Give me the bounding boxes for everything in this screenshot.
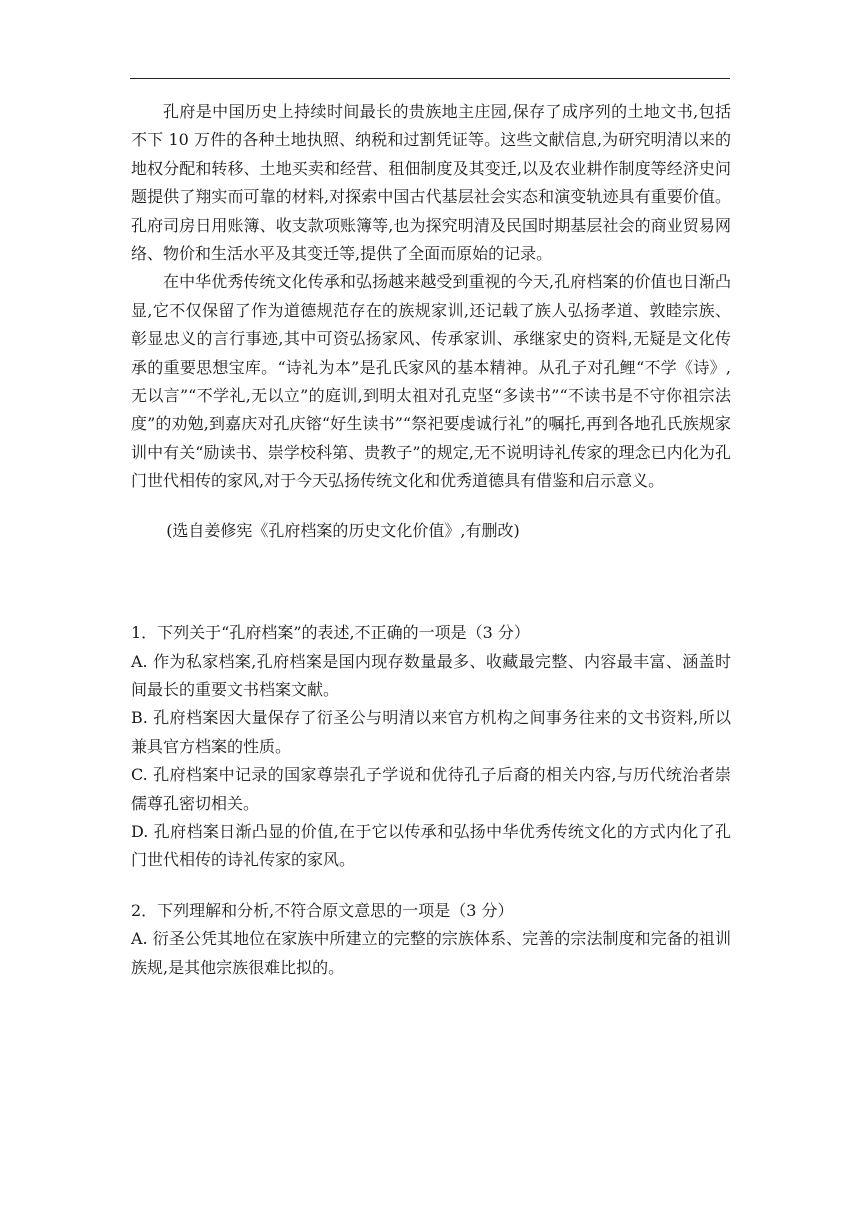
question-stem: 1．下列关于“孔府档案”的表述,不正确的一项是（3 分） (131, 623, 530, 643)
option-a: A. 作为私家档案,孔府档案是国内现存数量最多、收藏最完整、内容最丰富、涵盖时间最长的重要文书档案文献。 (131, 651, 731, 699)
question-2 (131, 897, 731, 982)
question-1 (131, 619, 731, 875)
option-c: C. 孔府档案中记录的国家尊崇孔子学说和优待孔子后裔的相关内容,与历代统治者崇儒尊孔密切相关。 (131, 765, 731, 813)
document-body (131, 98, 731, 982)
passage-paragraph-1: 孔府是中国历史上持续时间最长的贵族地主庄园,保存了成序列的土地文书,包括不下 10 万件的各种土地执照、纳税和过割凭证等。这些文献信息,为研究明清以来的地权分配和转移、土地买卖和经营、租佃制度及其变迁,以及农业耕作制度等经济史问题提供了翔实而可靠的材料,对探索中国古代基层社会实态和演变轨迹具有重要价值。孔府司房日用账簿、收支款项账簿等,也为探究明清及民国时期基层社会的商业贸易网络、物价和生活水平及其变迁等,提供了全面而原始的记录。 (131, 102, 731, 264)
passage-paragraph-2: 在中华优秀传统文化传承和弘扬越来越受到重视的今天,孔府档案的价值也日渐凸显,它不仅保留了作为道德规范存在的族规家训,还记载了族人弘扬孝道、敦睦宗族、彰显忠义的言行事迹,其中可资弘扬家风、传承家训、承继家史的资料,无疑是文化传承的重要思想宝库。“诗礼为本”是孔氏家风的基本精神。从孔子对孔鲤“不学《诗》,无以言”“不学礼,无以立”的庭训,到明太祖对孔克坚“多读书”“不读书是不守你祖宗法度”的劝勉,到嘉庆对孔庆镕“好生读书”“祭祀要虔诚行礼”的嘱托,再到各地孔氏族规家训中有关“励读书、崇学校科第、贵教子”的规定,无不说明诗礼传家的理念已内化为孔门世代相传的家风,对于今天弘扬传统文化和优秀道德具有借鉴和启示意义。 (131, 272, 731, 491)
option-d: D. 孔府档案日渐凸显的价值,在于它以传承和弘扬中华优秀传统文化的方式内化了孔门世代相传的诗礼传家的家风。 (131, 821, 731, 870)
option-b: B. 孔府档案因大量保存了衍圣公与明清以来官方机构之间事务往来的文书资料,所以兼具官方档案的性质。 (131, 708, 731, 756)
passage-source: (选自姜修宪《孔府档案的历史文化价值》,有删改) (166, 520, 520, 540)
header-rule (130, 78, 730, 79)
option-a: A. 衍圣公凭其地位在家族中所建立的完整的宗族体系、完善的宗法制度和完备的祖训族规,是其他宗族很难比拟的。 (131, 929, 731, 977)
question-stem: 2．下列理解和分析,不符合原文意思的一项是（3 分） (131, 900, 514, 920)
